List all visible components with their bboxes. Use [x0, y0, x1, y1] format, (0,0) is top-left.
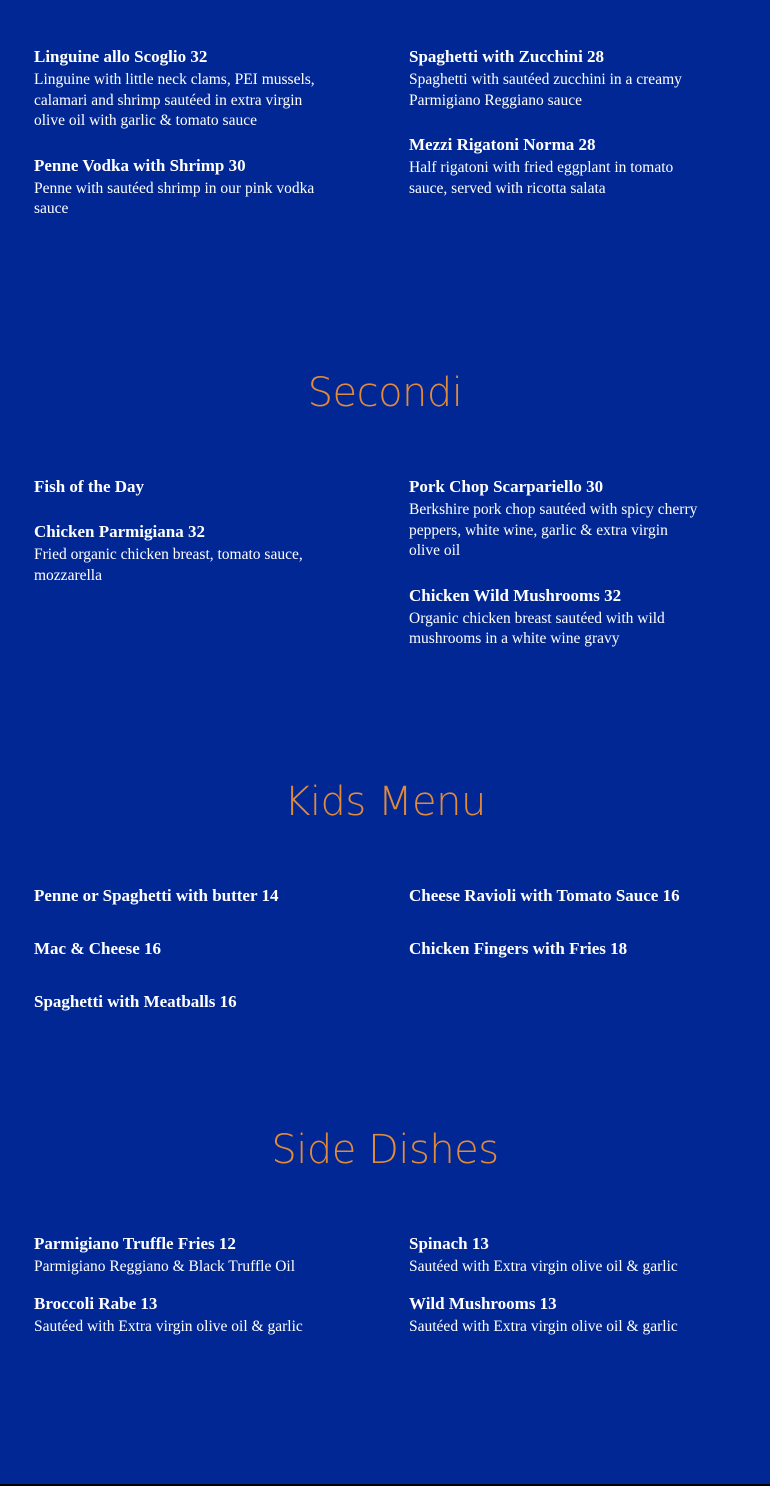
- item-description: Parmigiano Reggiano & Black Truffle Oil: [34, 1258, 296, 1275]
- item-description: Spaghetti with sautéed zucchini in a creamy Parmigiano Reggiano sauce: [409, 71, 682, 109]
- item-name: Cheese Ravioli with Tomato Sauce 16: [409, 886, 680, 905]
- menu-item: [409, 134, 699, 199]
- menu-item: [34, 521, 324, 586]
- menu-item: [34, 155, 324, 220]
- pasta-right-column: [409, 46, 699, 222]
- item-name: Spaghetti with Zucchini 28: [409, 47, 605, 66]
- item-name: Linguine allo Scoglio 32: [34, 47, 208, 66]
- kids-right-column: [409, 885, 749, 983]
- item-name: Penne or Spaghetti with butter 14: [34, 886, 279, 905]
- item-name: Mezzi Rigatoni Norma 28: [409, 135, 596, 154]
- kids-left-column: [34, 885, 374, 1036]
- item-description: Linguine with little neck clams, PEI mussels, calamari and shrimp sautéed in extra virgin olive oil with garlic & tomato sauce: [34, 71, 315, 129]
- menu-item: [409, 585, 699, 650]
- item-description: Penne with sautéed shrimp in our pink vodka sauce: [34, 179, 315, 217]
- item-name: Chicken Parmigiana 32: [34, 522, 205, 541]
- item-name: Spaghetti with Meatballs 16: [34, 992, 237, 1011]
- item-description: Half rigatoni with fried eggplant in tomato sauce, served with ricotta salata: [409, 159, 674, 197]
- menu-item: [34, 46, 324, 132]
- menu-item: [34, 1293, 354, 1338]
- menu-item: [409, 885, 749, 907]
- menu-item: [34, 885, 374, 907]
- section-title-secondi: Secondi: [307, 370, 463, 416]
- section-title-kids: Kids Menu: [284, 779, 486, 825]
- pasta-left-column: [34, 46, 324, 243]
- menu-item: [34, 938, 374, 960]
- item-name: Broccoli Rabe 13: [34, 1293, 158, 1313]
- item-description: Organic chicken breast sautéed with wild mushrooms in a white wine gravy: [409, 609, 665, 647]
- item-description: Sautéed with Extra virgin olive oil & garlic: [409, 1317, 678, 1335]
- section-title-sides: Side Dishes: [271, 1127, 499, 1173]
- menu-item: [34, 476, 324, 498]
- menu-item: [409, 938, 749, 960]
- item-name: Spinach 13: [409, 1234, 489, 1253]
- item-description: Sautéed with Extra virgin olive oil & garlic: [34, 1317, 303, 1335]
- item-name: Fish of the Day: [34, 477, 145, 496]
- item-name: Chicken Wild Mushrooms 32: [409, 585, 622, 605]
- item-description: Berkshire pork chop sautéed with spicy cherry peppers, white wine, garlic & extra virgin olive oil: [409, 501, 698, 559]
- item-name: Pork Chop Scarpariello 30: [409, 477, 604, 496]
- item-name: Mac & Cheese 16: [34, 939, 161, 958]
- menu-item: [409, 1293, 729, 1338]
- menu-item: [34, 991, 374, 1013]
- menu-item: [409, 46, 699, 111]
- menu-item: [409, 1233, 729, 1278]
- item-name: Wild Mushrooms 13: [409, 1293, 557, 1313]
- item-name: Penne Vodka with Shrimp 30: [34, 155, 246, 175]
- menu-item: [34, 1233, 354, 1278]
- menu-item: [409, 476, 699, 562]
- secondi-left-column: [34, 476, 324, 609]
- sides-right-column: [409, 1233, 729, 1360]
- item-description: Sautéed with Extra virgin olive oil & garlic: [409, 1258, 678, 1275]
- sides-left-column: [34, 1233, 354, 1360]
- item-name: Chicken Fingers with Fries 18: [409, 939, 628, 958]
- secondi-right-column: [409, 476, 699, 673]
- item-description: Fried organic chicken breast, tomato sauce, mozzarella: [34, 546, 303, 584]
- item-name: Parmigiano Truffle Fries 12: [34, 1234, 236, 1253]
